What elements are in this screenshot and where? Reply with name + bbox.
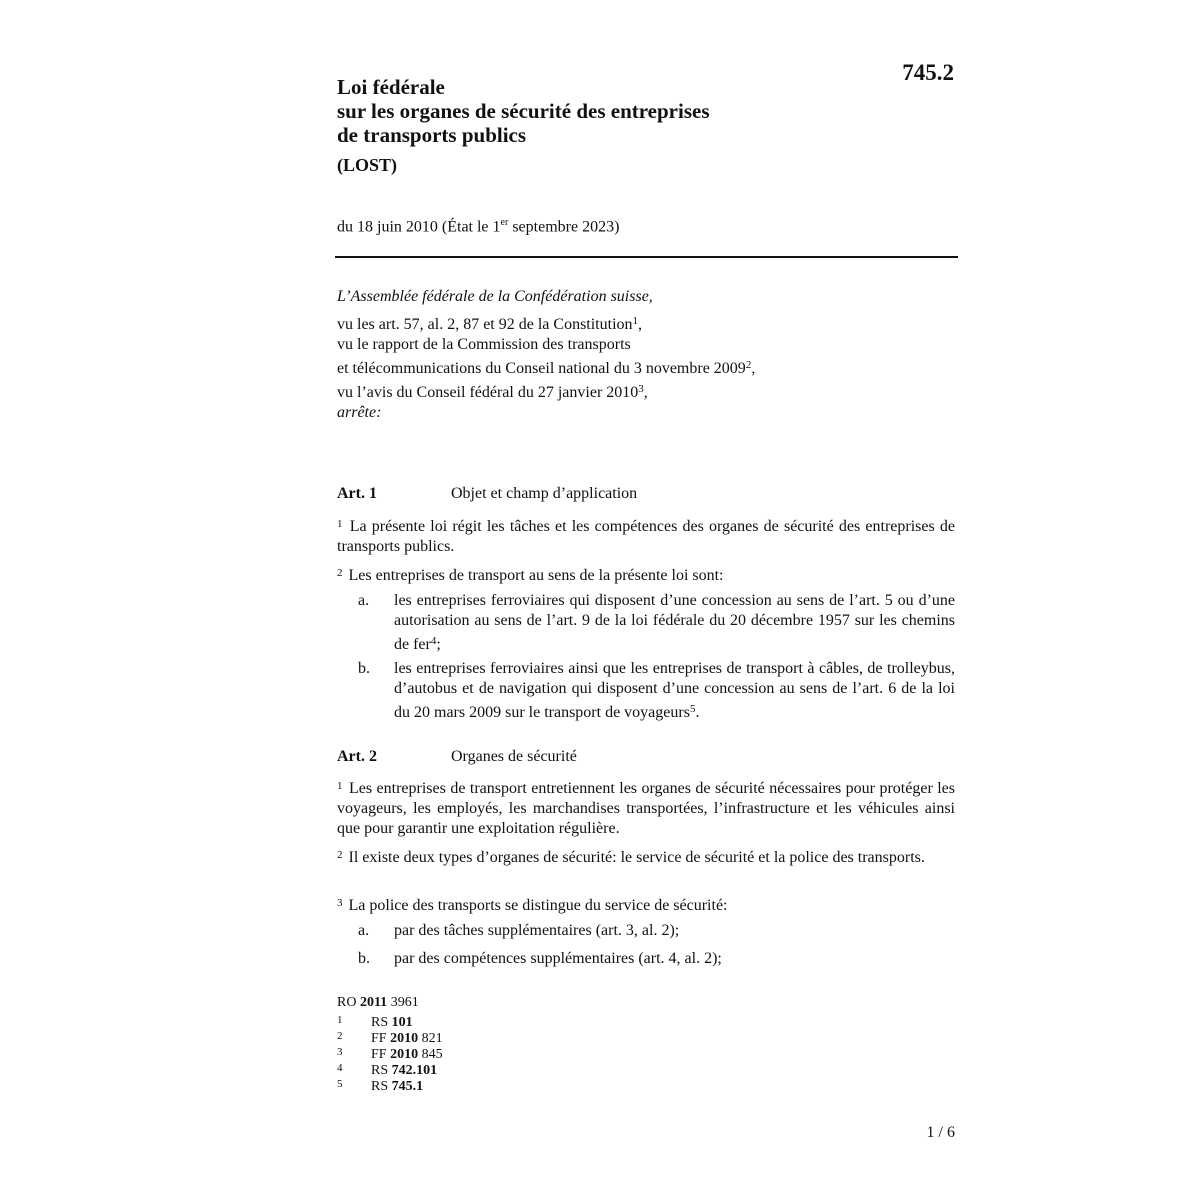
law-title xyxy=(337,75,710,147)
article-number: Art. 1 xyxy=(337,485,377,502)
article-title: Objet et champ d’application xyxy=(451,485,638,502)
paragraph-number: 3 xyxy=(337,897,343,909)
paragraph-number: 2 xyxy=(337,849,343,861)
title-line: Loi fédérale xyxy=(337,75,445,99)
srn-number: 745.2 xyxy=(902,60,954,85)
list-item-label: a. xyxy=(358,592,370,609)
law-abbreviation: (LOST) xyxy=(337,155,398,175)
title-line: de transports publics xyxy=(337,123,527,147)
footnote-ref[interactable]: 1 xyxy=(632,315,639,327)
list-item-label: b. xyxy=(358,950,370,967)
paragraph-number: 2 xyxy=(337,567,343,579)
date-prefix: du 18 juin 2010 (État le 1 xyxy=(337,218,501,236)
footnote-text: FF 2010 821 xyxy=(371,1031,443,1046)
list-item xyxy=(337,659,955,723)
article-paragraph: $^2$ Il existe deux types d’organes de sécurité: le service de sécurité et la police des transports. xyxy=(337,849,925,866)
footnote-ref[interactable]: 3 xyxy=(638,383,644,395)
preamble-line: et télécommunications du Conseil national du 3 novembre 2009$^2$, xyxy=(337,359,756,377)
footnote-number: 1 xyxy=(337,1014,343,1026)
footnote-text: RS 101 xyxy=(371,1015,413,1030)
title-line: sur les organes de sécurité des entreprises xyxy=(337,99,710,123)
list-item-text: les entreprises ferroviaires qui disposent d’une concession au sens de l’art. 5 ou d’une autorisation au sens de l’art. 9 de la loi fédérale du 20 décembre 1957 sur les chemins de fer$^4$; xyxy=(394,592,955,653)
date-superscript: er xyxy=(500,217,509,228)
list-item xyxy=(337,921,955,941)
list-item xyxy=(337,591,955,655)
paragraph-number: 1 xyxy=(337,780,343,792)
list-item-label: b. xyxy=(358,660,370,677)
article-paragraph: $^3$ La police des transports se distingue du service de sécurité: xyxy=(337,897,728,914)
footnote-number: 4 xyxy=(337,1062,343,1074)
preamble-authority: L’Assemblée fédérale de la Confédération suisse, xyxy=(337,288,653,305)
article-paragraph: $^1$ La présente loi régit les tâches et les compétences des organes de sécurité des entreprises de transports publics. xyxy=(337,518,956,555)
footnote-text: RS 745.1 xyxy=(371,1079,424,1094)
article-title: Organes de sécurité xyxy=(451,748,577,765)
preamble-enactment: arrête: xyxy=(337,404,382,421)
list-item-text: par des compétences supplémentaires (art. 4, al. 2); xyxy=(394,950,722,967)
preamble xyxy=(337,287,957,423)
footnote-ref[interactable]: 2 xyxy=(745,359,752,371)
footnote-ref[interactable]: 5 xyxy=(689,703,696,715)
article-paragraph: $^1$ Les entreprises de transport entretiennent les organes de sécurité nécessaires pour protéger les voyageurs, les employés, les marchandises transportées, l’infrastructure et les véhicules ainsi que pour garantir une exploitation régulière. xyxy=(337,780,956,837)
list-item xyxy=(337,949,955,969)
preamble-line: vu les art. 57, al. 2, 87 et 92 de la Constitution$^1$, xyxy=(337,315,643,333)
article-heading xyxy=(337,485,957,503)
article-number: Art. 2 xyxy=(337,748,377,765)
footnote-text: FF 2010 845 xyxy=(371,1047,443,1062)
preamble-line: vu l’avis du Conseil fédéral du 27 janvier 2010$^3$, xyxy=(337,383,648,401)
footnote-number: 5 xyxy=(337,1078,343,1090)
ro-reference: RO 2011 3961 xyxy=(337,995,419,1010)
preamble-line: vu le rapport de la Commission des transports xyxy=(337,336,631,353)
footnote-number: 3 xyxy=(337,1046,343,1058)
page-number: 1 / 6 xyxy=(926,1124,955,1141)
paragraph-number: 1 xyxy=(337,518,343,530)
footnote-number: 2 xyxy=(337,1030,343,1042)
list-item-label: a. xyxy=(358,922,370,939)
article-heading xyxy=(337,748,957,766)
date-suffix: septembre 2023) xyxy=(508,218,620,236)
law-date xyxy=(337,217,619,236)
footnote-text: RS 742.101 xyxy=(371,1063,438,1078)
list-item-text: les entreprises ferroviaires ainsi que les entreprises de transport à câbles, de trolleybus, d’autobus et de navigation qui disposent d’une concession au sens de l’art. 6 de la loi du 20 mars 2009 sur le transport de voyageurs$^5$. xyxy=(394,660,955,721)
article-paragraph: $^2$ Les entreprises de transport au sens de la présente loi sont: xyxy=(337,567,724,584)
header-divider xyxy=(335,256,958,258)
list-item-text: par des tâches supplémentaires (art. 3, al. 2); xyxy=(394,922,680,939)
footnote-ref[interactable]: 4 xyxy=(430,635,437,647)
